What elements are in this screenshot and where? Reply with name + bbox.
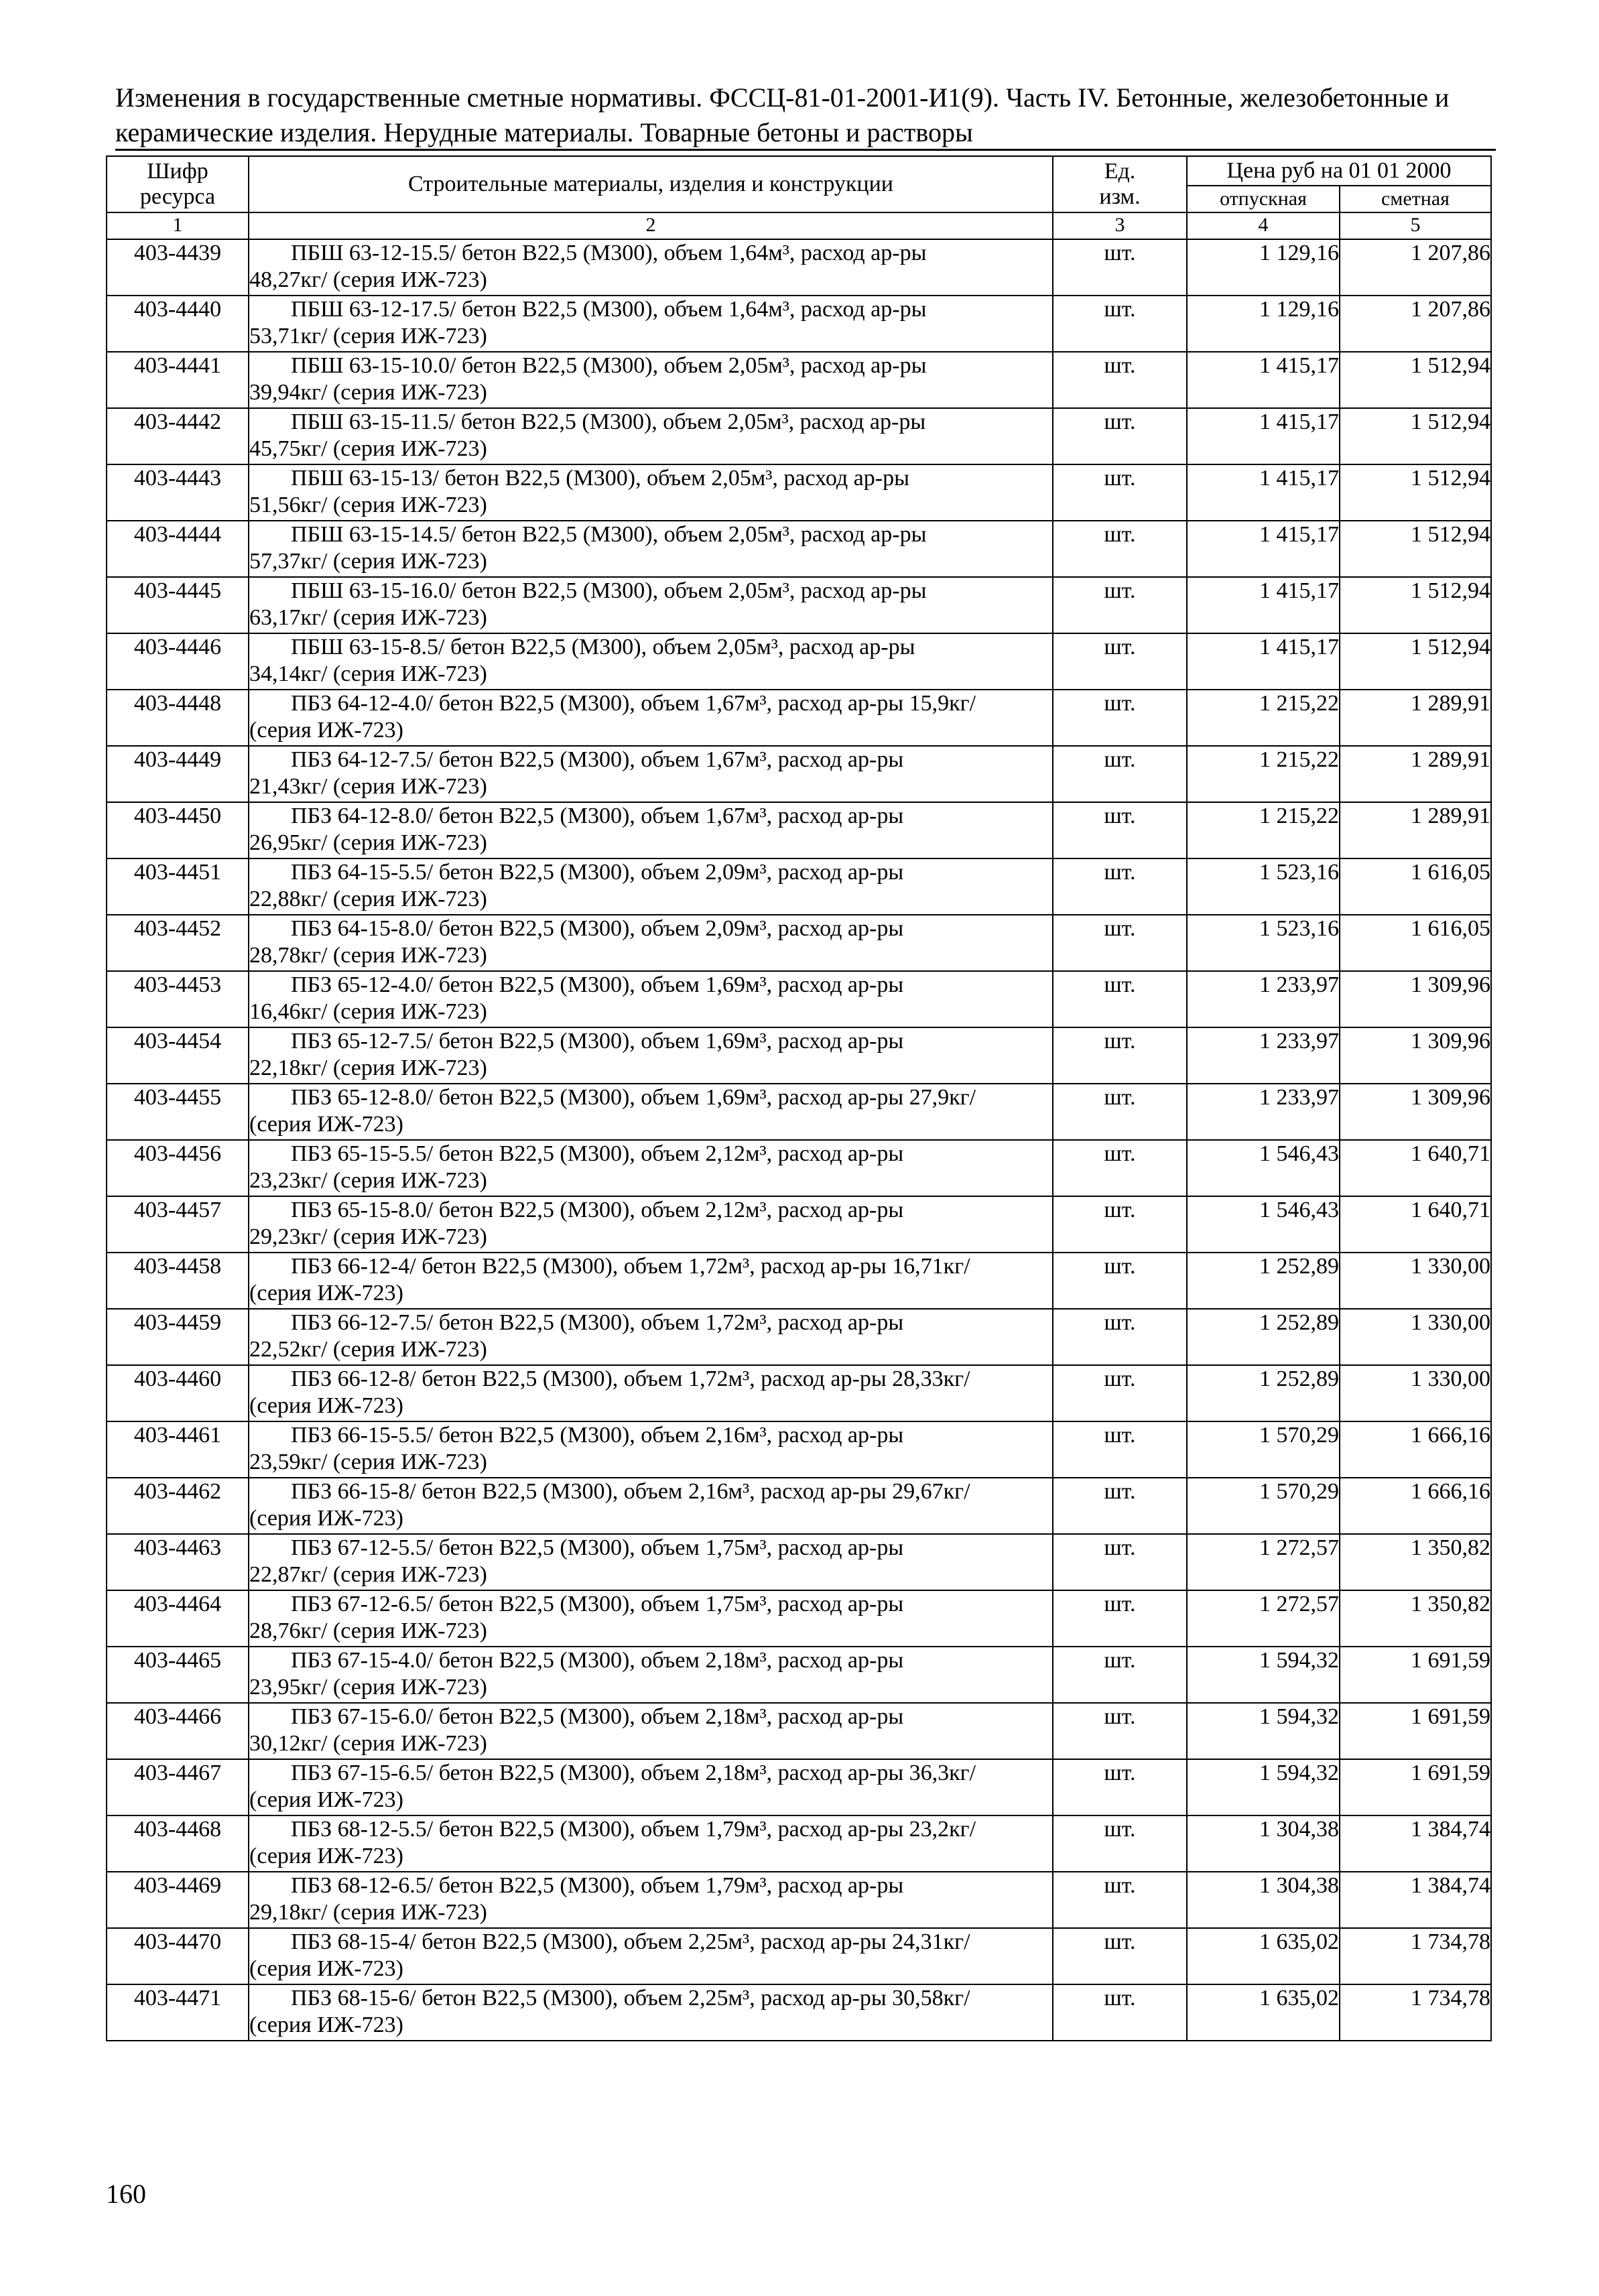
table-row: [107, 1534, 1491, 1590]
resource-code: 403-4446: [107, 633, 249, 690]
table-row: [107, 690, 1491, 746]
description-line-2: 21,43кг/ (серия ИЖ-723): [249, 774, 487, 799]
resource-description: [249, 1365, 1053, 1421]
column-header-unit: Ед. изм.: [1053, 156, 1187, 212]
table-row: [107, 296, 1491, 352]
resource-description: [249, 1421, 1053, 1478]
resource-code: 403-4439: [107, 239, 249, 296]
column-number-row: [107, 212, 1491, 239]
description-line-1: ПБЗ 66-12-7.5/ бетон В22,5 (М300), объем 1,72м³, расход ар-ры: [291, 1310, 904, 1335]
description-line-2: (серия ИЖ-723): [249, 1506, 403, 1531]
table-row: [107, 1872, 1491, 1928]
description-line-1: ПБЗ 68-12-6.5/ бетон В22,5 (М300), объем 1,79м³, расход ар-ры: [291, 1873, 904, 1898]
resource-code: 403-4445: [107, 577, 249, 633]
price-release: 1 594,32: [1187, 1703, 1340, 1759]
price-estimate: 1 616,05: [1340, 858, 1491, 915]
price-table: [106, 155, 1492, 2041]
description-line-2: (серия ИЖ-723): [249, 718, 403, 743]
resource-description: [249, 746, 1053, 802]
price-estimate: 1 666,16: [1340, 1421, 1491, 1478]
resource-description: [249, 239, 1053, 296]
price-release: 1 415,17: [1187, 633, 1340, 690]
column-header-code: Шифр ресурса: [107, 156, 249, 212]
unit: шт.: [1053, 1647, 1187, 1703]
column-number: 3: [1053, 212, 1187, 239]
description-line-1: ПБЗ 66-15-8/ бетон В22,5 (М300), объем 2,16м³, расход ар-ры 29,67кг/: [291, 1479, 970, 1504]
resource-description: [249, 1815, 1053, 1872]
price-release: 1 233,97: [1187, 971, 1340, 1027]
table-row: [107, 408, 1491, 464]
price-release: 1 272,57: [1187, 1534, 1340, 1590]
price-estimate: 1 207,86: [1340, 296, 1491, 352]
price-release: 1 304,38: [1187, 1815, 1340, 1872]
description-line-2: 39,94кг/ (серия ИЖ-723): [249, 380, 487, 405]
price-release: 1 304,38: [1187, 1872, 1340, 1928]
resource-code: 403-4455: [107, 1084, 249, 1140]
price-release: 1 523,16: [1187, 915, 1340, 971]
resource-description: [249, 1759, 1053, 1815]
description-line-2: 22,18кг/ (серия ИЖ-723): [249, 1056, 487, 1080]
price-estimate: 1 640,71: [1340, 1140, 1491, 1196]
unit: шт.: [1053, 746, 1187, 802]
resource-code: 403-4458: [107, 1253, 249, 1309]
description-line-1: ПБЗ 65-15-8.0/ бетон В22,5 (М300), объем 2,12м³, расход ар-ры: [291, 1198, 904, 1222]
price-estimate: 1 350,82: [1340, 1534, 1491, 1590]
resource-description: [249, 1590, 1053, 1647]
unit: шт.: [1053, 1815, 1187, 1872]
unit: шт.: [1053, 1140, 1187, 1196]
table-row: [107, 802, 1491, 858]
table-row: [107, 464, 1491, 521]
table-row: [107, 1084, 1491, 1140]
resource-description: [249, 1647, 1053, 1703]
description-line-2: 48,27кг/ (серия ИЖ-723): [249, 267, 487, 292]
table-row: [107, 1027, 1491, 1084]
column-header-description: Строительные материалы, изделия и конструкции: [249, 156, 1053, 212]
table-row: [107, 239, 1491, 296]
table-row: [107, 858, 1491, 915]
price-release: 1 570,29: [1187, 1421, 1340, 1478]
description-line-1: ПБШ 63-15-16.0/ бетон В22,5 (М300), объем 2,05м³, расход ар-ры: [291, 578, 927, 603]
price-release: 1 233,97: [1187, 1027, 1340, 1084]
table-row: [107, 1309, 1491, 1365]
price-estimate: 1 691,59: [1340, 1759, 1491, 1815]
price-estimate: 1 309,96: [1340, 971, 1491, 1027]
resource-description: [249, 1027, 1053, 1084]
price-release: 1 233,97: [1187, 1084, 1340, 1140]
price-estimate: 1 512,94: [1340, 521, 1491, 577]
price-estimate: 1 289,91: [1340, 690, 1491, 746]
resource-description: [249, 1928, 1053, 1984]
description-line-2: (серия ИЖ-723): [249, 1393, 403, 1418]
resource-code: 403-4470: [107, 1928, 249, 1984]
document-header: [115, 80, 1496, 150]
price-estimate: 1 289,91: [1340, 802, 1491, 858]
price-release: 1 272,57: [1187, 1590, 1340, 1647]
description-line-2: (серия ИЖ-723): [249, 1281, 403, 1305]
price-release: 1 546,43: [1187, 1196, 1340, 1253]
price-estimate: 1 512,94: [1340, 577, 1491, 633]
price-estimate: 1 640,71: [1340, 1196, 1491, 1253]
price-release: 1 594,32: [1187, 1759, 1340, 1815]
table-row: [107, 1815, 1491, 1872]
description-line-2: (серия ИЖ-723): [249, 1956, 403, 1981]
description-line-1: ПБЗ 66-12-4/ бетон В22,5 (М300), объем 1,72м³, расход ар-ры 16,71кг/: [291, 1254, 970, 1279]
price-release: 1 129,16: [1187, 296, 1340, 352]
description-line-1: ПБШ 63-15-8.5/ бетон В22,5 (М300), объем 2,05м³, расход ар-ры: [291, 635, 915, 659]
header-divider: [115, 149, 1496, 151]
description-line-2: 22,87кг/ (серия ИЖ-723): [249, 1562, 487, 1587]
description-line-2: (серия ИЖ-723): [249, 1112, 403, 1137]
resource-description: [249, 1084, 1053, 1140]
price-release: 1 415,17: [1187, 352, 1340, 408]
column-number: 2: [249, 212, 1053, 239]
resource-code: 403-4452: [107, 915, 249, 971]
unit: шт.: [1053, 1084, 1187, 1140]
resource-code: 403-4443: [107, 464, 249, 521]
resource-code: 403-4460: [107, 1365, 249, 1421]
resource-description: [249, 1140, 1053, 1196]
price-release: 1 546,43: [1187, 1140, 1340, 1196]
price-estimate: 1 734,78: [1340, 1984, 1491, 2041]
resource-description: [249, 971, 1053, 1027]
description-line-1: ПБЗ 66-15-5.5/ бетон В22,5 (М300), объем 2,16м³, расход ар-ры: [291, 1423, 904, 1448]
table-row: [107, 971, 1491, 1027]
description-line-1: ПБЗ 67-15-6.0/ бетон В22,5 (М300), объем 2,18м³, расход ар-ры: [291, 1704, 904, 1729]
unit: шт.: [1053, 1759, 1187, 1815]
column-header-price-release: отпускная: [1187, 186, 1340, 212]
unit: шт.: [1053, 1984, 1187, 2041]
price-estimate: 1 666,16: [1340, 1478, 1491, 1534]
table-row: [107, 521, 1491, 577]
unit: шт.: [1053, 464, 1187, 521]
unit: шт.: [1053, 858, 1187, 915]
price-estimate: 1 512,94: [1340, 408, 1491, 464]
column-header-price: Цена руб на 01 01 2000: [1187, 156, 1491, 186]
description-line-2: 45,75кг/ (серия ИЖ-723): [249, 436, 487, 461]
description-line-2: 63,17кг/ (серия ИЖ-723): [249, 605, 487, 630]
resource-code: 403-4444: [107, 521, 249, 577]
price-estimate: 1 207,86: [1340, 239, 1491, 296]
price-estimate: 1 350,82: [1340, 1590, 1491, 1647]
resource-code: 403-4469: [107, 1872, 249, 1928]
resource-description: [249, 1478, 1053, 1534]
description-line-2: 23,23кг/ (серия ИЖ-723): [249, 1168, 487, 1193]
resource-code: 403-4468: [107, 1815, 249, 1872]
price-estimate: 1 309,96: [1340, 1027, 1491, 1084]
unit: шт.: [1053, 1534, 1187, 1590]
description-line-1: ПБЗ 65-12-8.0/ бетон В22,5 (М300), объем 1,69м³, расход ар-ры 27,9кг/: [291, 1085, 976, 1110]
price-release: 1 215,22: [1187, 690, 1340, 746]
resource-description: [249, 1253, 1053, 1309]
unit: шт.: [1053, 971, 1187, 1027]
description-line-1: ПБЗ 65-12-4.0/ бетон В22,5 (М300), объем 1,69м³, расход ар-ры: [291, 972, 904, 997]
table-row: [107, 746, 1491, 802]
table-row: [107, 1928, 1491, 1984]
resource-description: [249, 352, 1053, 408]
price-estimate: 1 734,78: [1340, 1928, 1491, 1984]
resource-code: 403-4442: [107, 408, 249, 464]
resource-description: [249, 1872, 1053, 1928]
price-release: 1 415,17: [1187, 521, 1340, 577]
description-line-1: ПБЗ 68-12-5.5/ бетон В22,5 (М300), объем 1,79м³, расход ар-ры 23,2кг/: [291, 1817, 976, 1842]
price-release: 1 252,89: [1187, 1253, 1340, 1309]
resource-code: 403-4456: [107, 1140, 249, 1196]
description-line-1: ПБШ 63-15-13/ бетон В22,5 (М300), объем 2,05м³, расход ар-ры: [291, 466, 909, 491]
unit: шт.: [1053, 1872, 1187, 1928]
table-row: [107, 352, 1491, 408]
description-line-1: ПБЗ 64-15-8.0/ бетон В22,5 (М300), объем 2,09м³, расход ар-ры: [291, 916, 904, 941]
description-line-2: 53,71кг/ (серия ИЖ-723): [249, 324, 487, 348]
price-release: 1 215,22: [1187, 746, 1340, 802]
unit: шт.: [1053, 1928, 1187, 1984]
unit: шт.: [1053, 352, 1187, 408]
price-estimate: 1 512,94: [1340, 633, 1491, 690]
price-release: 1 215,22: [1187, 802, 1340, 858]
resource-description: [249, 1703, 1053, 1759]
unit: шт.: [1053, 239, 1187, 296]
description-line-1: ПБШ 63-15-10.0/ бетон В22,5 (М300), объем 2,05м³, расход ар-ры: [291, 353, 927, 378]
resource-code: 403-4448: [107, 690, 249, 746]
description-line-2: 16,46кг/ (серия ИЖ-723): [249, 999, 487, 1024]
description-line-1: ПБШ 63-15-14.5/ бетон В22,5 (М300), объем 2,05м³, расход ар-ры: [291, 522, 927, 547]
description-line-1: ПБЗ 64-12-4.0/ бетон В22,5 (М300), объем 1,67м³, расход ар-ры 15,9кг/: [291, 691, 976, 716]
resource-description: [249, 1309, 1053, 1365]
header-line-1: Изменения в государственные сметные нормативы. ФССЦ-81-01-2001-И1(9). Часть IV. Бетонные, железобетонные и: [115, 82, 1450, 113]
table-row: [107, 633, 1491, 690]
resource-code: 403-4440: [107, 296, 249, 352]
description-line-1: ПБШ 63-12-17.5/ бетон В22,5 (М300), объем 1,64м³, расход ар-ры: [291, 297, 927, 322]
resource-code: 403-4441: [107, 352, 249, 408]
table-row: [107, 1478, 1491, 1534]
price-release: 1 415,17: [1187, 408, 1340, 464]
description-line-2: 28,78кг/ (серия ИЖ-723): [249, 943, 487, 968]
resource-description: [249, 633, 1053, 690]
unit: шт.: [1053, 1027, 1187, 1084]
price-release: 1 635,02: [1187, 1984, 1340, 2041]
description-line-1: ПБЗ 68-15-4/ бетон В22,5 (М300), объем 2,25м³, расход ар-ры 24,31кг/: [291, 1929, 970, 1954]
description-line-2: 29,23кг/ (серия ИЖ-723): [249, 1224, 487, 1249]
resource-description: [249, 296, 1053, 352]
price-estimate: 1 616,05: [1340, 915, 1491, 971]
description-line-2: 34,14кг/ (серия ИЖ-723): [249, 661, 487, 686]
column-number: 1: [107, 212, 249, 239]
resource-code: 403-4457: [107, 1196, 249, 1253]
price-estimate: 1 384,74: [1340, 1872, 1491, 1928]
resource-code: 403-4471: [107, 1984, 249, 2041]
table-row: [107, 1647, 1491, 1703]
resource-code: 403-4465: [107, 1647, 249, 1703]
header-line-2: керамические изделия. Нерудные материалы. Товарные бетоны и растворы: [115, 117, 973, 147]
price-release: 1 415,17: [1187, 577, 1340, 633]
resource-description: [249, 1534, 1053, 1590]
price-estimate: 1 289,91: [1340, 746, 1491, 802]
description-line-1: ПБЗ 67-15-6.5/ бетон В22,5 (М300), объем 2,18м³, расход ар-ры 36,3кг/: [291, 1761, 976, 1785]
resource-code: 403-4459: [107, 1309, 249, 1365]
description-line-1: ПБЗ 67-12-5.5/ бетон В22,5 (М300), объем 1,75м³, расход ар-ры: [291, 1535, 904, 1560]
description-line-2: (серия ИЖ-723): [249, 1844, 403, 1868]
table-row: [107, 1590, 1491, 1647]
table-row: [107, 1253, 1491, 1309]
description-line-2: 28,76кг/ (серия ИЖ-723): [249, 1618, 487, 1643]
price-estimate: 1 384,74: [1340, 1815, 1491, 1872]
description-line-2: (серия ИЖ-723): [249, 2013, 403, 2037]
table-row: [107, 1759, 1491, 1815]
unit: шт.: [1053, 1196, 1187, 1253]
resource-code: 403-4467: [107, 1759, 249, 1815]
resource-description: [249, 464, 1053, 521]
description-line-2: 23,59кг/ (серия ИЖ-723): [249, 1450, 487, 1474]
description-line-2: 57,37кг/ (серия ИЖ-723): [249, 549, 487, 574]
resource-description: [249, 1196, 1053, 1253]
unit: шт.: [1053, 1703, 1187, 1759]
unit: шт.: [1053, 1309, 1187, 1365]
price-estimate: 1 309,96: [1340, 1084, 1491, 1140]
table-row: [107, 577, 1491, 633]
description-line-2: (серия ИЖ-723): [249, 1787, 403, 1812]
unit: шт.: [1053, 577, 1187, 633]
table-row: [107, 1421, 1491, 1478]
resource-description: [249, 521, 1053, 577]
table-row: [107, 1984, 1491, 2041]
description-line-2: 51,56кг/ (серия ИЖ-723): [249, 493, 487, 517]
resource-description: [249, 690, 1053, 746]
description-line-2: 30,12кг/ (серия ИЖ-723): [249, 1731, 487, 1756]
table-row: [107, 1703, 1491, 1759]
price-release: 1 594,32: [1187, 1647, 1340, 1703]
price-release: 1 635,02: [1187, 1928, 1340, 1984]
unit: шт.: [1053, 1421, 1187, 1478]
price-estimate: 1 512,94: [1340, 464, 1491, 521]
unit: шт.: [1053, 408, 1187, 464]
resource-code: 403-4462: [107, 1478, 249, 1534]
resource-description: [249, 577, 1053, 633]
resource-code: 403-4451: [107, 858, 249, 915]
column-header-price-estimate: сметная: [1340, 186, 1491, 212]
resource-code: 403-4450: [107, 802, 249, 858]
description-line-2: 22,52кг/ (серия ИЖ-723): [249, 1337, 487, 1362]
table-body: [107, 239, 1491, 2041]
price-release: 1 252,89: [1187, 1309, 1340, 1365]
resource-description: [249, 408, 1053, 464]
unit: шт.: [1053, 633, 1187, 690]
price-estimate: 1 330,00: [1340, 1365, 1491, 1421]
description-line-1: ПБЗ 67-15-4.0/ бетон В22,5 (М300), объем 2,18м³, расход ар-ры: [291, 1648, 904, 1673]
description-line-1: ПБЗ 66-12-8/ бетон В22,5 (М300), объем 1,72м³, расход ар-ры 28,33кг/: [291, 1366, 970, 1391]
description-line-1: ПБЗ 65-12-7.5/ бетон В22,5 (М300), объем 1,69м³, расход ар-ры: [291, 1029, 904, 1054]
description-line-1: ПБШ 63-12-15.5/ бетон В22,5 (М300), объем 1,64м³, расход ар-ры: [291, 241, 927, 265]
price-estimate: 1 691,59: [1340, 1703, 1491, 1759]
description-line-2: 26,95кг/ (серия ИЖ-723): [249, 830, 487, 855]
description-line-1: ПБЗ 64-12-8.0/ бетон В22,5 (М300), объем 1,67м³, расход ар-ры: [291, 804, 904, 828]
unit: шт.: [1053, 521, 1187, 577]
resource-description: [249, 802, 1053, 858]
table-row: [107, 915, 1491, 971]
resource-code: 403-4463: [107, 1534, 249, 1590]
resource-code: 403-4453: [107, 971, 249, 1027]
resource-description: [249, 915, 1053, 971]
unit: шт.: [1053, 1365, 1187, 1421]
description-line-2: 23,95кг/ (серия ИЖ-723): [249, 1675, 487, 1700]
table-row: [107, 1365, 1491, 1421]
resource-code: 403-4461: [107, 1421, 249, 1478]
unit: шт.: [1053, 1253, 1187, 1309]
resource-code: 403-4464: [107, 1590, 249, 1647]
description-line-1: ПБШ 63-15-11.5/ бетон В22,5 (М300), объем 2,05м³, расход ар-ры: [291, 409, 926, 434]
table-row: [107, 1196, 1491, 1253]
page-number: 160: [106, 2179, 146, 2209]
price-estimate: 1 512,94: [1340, 352, 1491, 408]
price-release: 1 523,16: [1187, 858, 1340, 915]
description-line-1: ПБЗ 64-12-7.5/ бетон В22,5 (М300), объем 1,67м³, расход ар-ры: [291, 747, 904, 772]
description-line-1: ПБЗ 68-15-6/ бетон В22,5 (М300), объем 2,25м³, расход ар-ры 30,58кг/: [291, 1986, 970, 2011]
description-line-1: ПБЗ 65-15-5.5/ бетон В22,5 (М300), объем 2,12м³, расход ар-ры: [291, 1141, 904, 1166]
resource-code: 403-4454: [107, 1027, 249, 1084]
price-release: 1 570,29: [1187, 1478, 1340, 1534]
resource-description: [249, 858, 1053, 915]
unit: шт.: [1053, 690, 1187, 746]
description-line-1: ПБЗ 64-15-5.5/ бетон В22,5 (М300), объем 2,09м³, расход ар-ры: [291, 860, 904, 885]
resource-code: 403-4449: [107, 746, 249, 802]
table-row: [107, 1140, 1491, 1196]
unit: шт.: [1053, 1590, 1187, 1647]
price-estimate: 1 330,00: [1340, 1309, 1491, 1365]
resource-description: [249, 1984, 1053, 2041]
description-line-2: 22,88кг/ (серия ИЖ-723): [249, 887, 487, 911]
description-line-1: ПБЗ 67-12-6.5/ бетон В22,5 (М300), объем 1,75м³, расход ар-ры: [291, 1592, 904, 1616]
unit: шт.: [1053, 915, 1187, 971]
unit: шт.: [1053, 1478, 1187, 1534]
unit: шт.: [1053, 802, 1187, 858]
price-release: 1 129,16: [1187, 239, 1340, 296]
price-estimate: 1 691,59: [1340, 1647, 1491, 1703]
description-line-2: 29,18кг/ (серия ИЖ-723): [249, 1900, 487, 1925]
column-number: 4: [1187, 212, 1340, 239]
resource-code: 403-4466: [107, 1703, 249, 1759]
price-release: 1 415,17: [1187, 464, 1340, 521]
price-release: 1 252,89: [1187, 1365, 1340, 1421]
unit: шт.: [1053, 296, 1187, 352]
price-estimate: 1 330,00: [1340, 1253, 1491, 1309]
column-number: 5: [1340, 212, 1491, 239]
